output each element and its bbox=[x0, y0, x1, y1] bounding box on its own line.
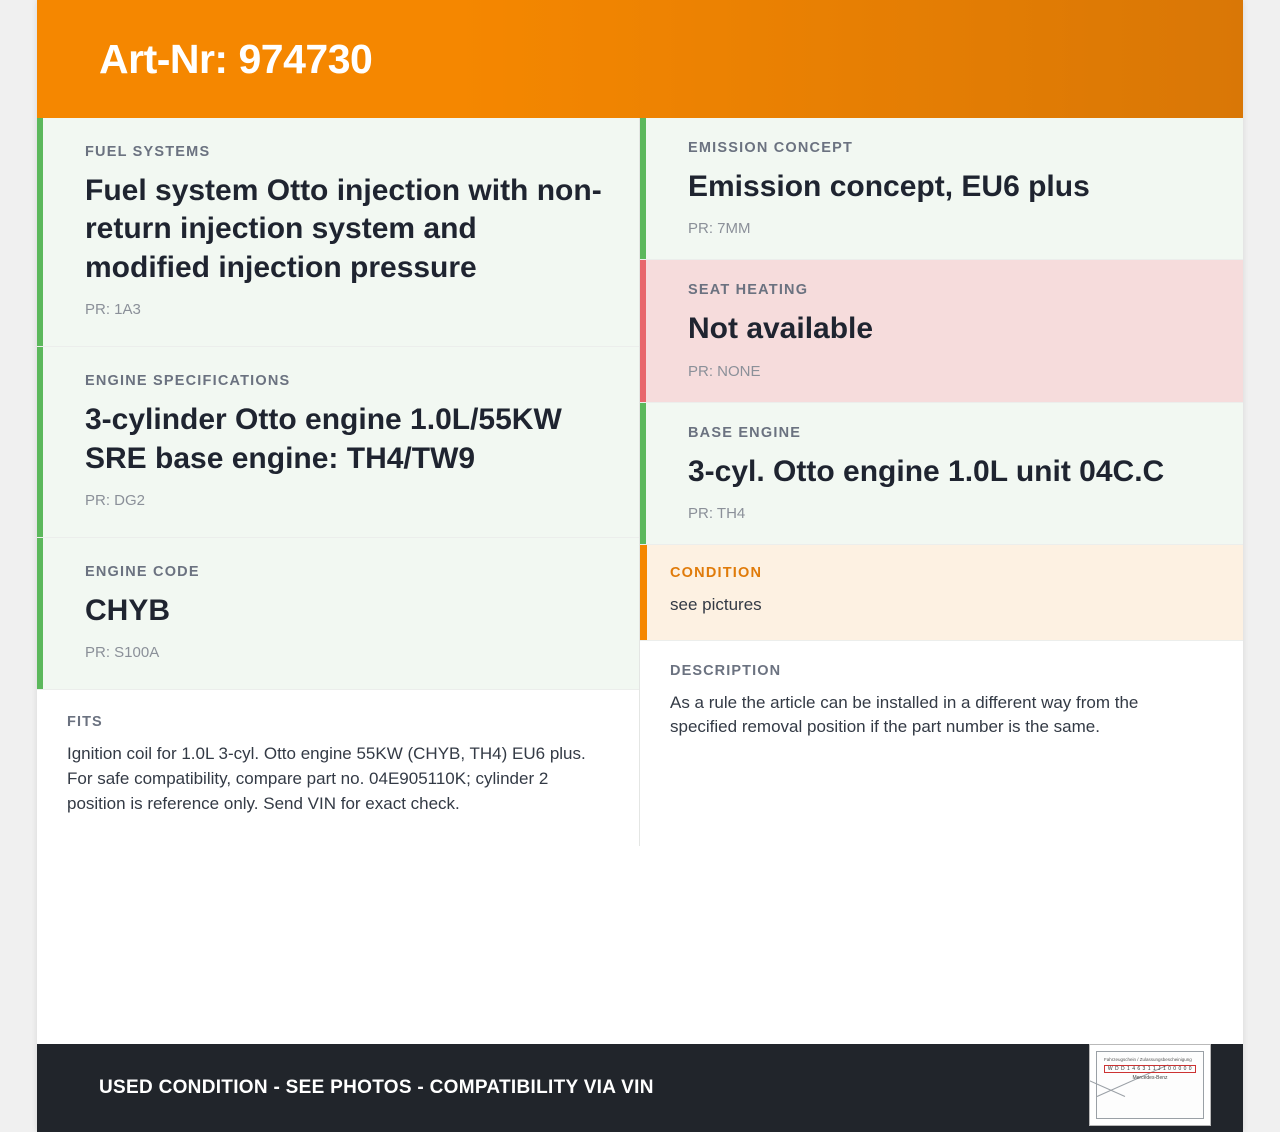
card-engine-code bbox=[37, 538, 639, 690]
status-bar-green bbox=[37, 538, 43, 689]
vehicle-document-thumbnail bbox=[1089, 1044, 1211, 1126]
card-pr-code: PR: NONE bbox=[688, 362, 761, 380]
status-bar-green bbox=[640, 118, 646, 259]
stamp-line-1: Fahrzeugschein / Zulassungsbescheinigung bbox=[1104, 1057, 1192, 1062]
card-pr-code: PR: 1A3 bbox=[85, 301, 141, 319]
card-pr-code: PR: DG2 bbox=[85, 491, 146, 509]
card-fits bbox=[37, 690, 639, 846]
status-bar-green bbox=[37, 118, 43, 346]
fits-text: Ignition coil for 1.0L 3-cyl. Otto engine 55KW (CHYB, TH4) EU6 plus. For safe compatibility, compare part no. 04E905110K; cylinder 2 position is reference only. Send VIN for exact check. bbox=[67, 744, 586, 813]
status-bar-none bbox=[37, 690, 43, 846]
stamp-plate-number: W D D 1 4 6 3 1 1 J 1 0 0 0 0 0 bbox=[1104, 1065, 1196, 1073]
card-label: FITS bbox=[67, 714, 103, 731]
card-fuel-systems bbox=[37, 118, 639, 347]
card-label: FUEL SYSTEMS bbox=[85, 144, 211, 160]
header-banner bbox=[37, 0, 1243, 118]
left-column bbox=[37, 118, 640, 846]
card-seat-heating bbox=[640, 260, 1243, 402]
listing-sheet bbox=[37, 0, 1243, 1132]
card-value: 3-cylinder Otto engine 1.0L/55KW SRE base engine: TH4/TW9 bbox=[85, 403, 562, 475]
card-value: Emission concept, EU6 plus bbox=[688, 170, 1090, 203]
card-value: CHYB bbox=[85, 593, 171, 627]
footer-banner bbox=[37, 1044, 1243, 1132]
card-value: 3-cyl. Otto engine 1.0L unit 04C.C bbox=[688, 454, 1165, 488]
description-text: As a rule the article can be installed in a different way from the specified removal position if the part number is the same. bbox=[670, 692, 1139, 737]
status-bar-none bbox=[640, 641, 646, 768]
status-bar-green bbox=[37, 347, 43, 537]
stamp-brand: Mercedes-Benz bbox=[1132, 1074, 1168, 1081]
status-bar-green bbox=[640, 403, 646, 544]
page-title: Art-Nr: 974730 bbox=[99, 35, 373, 82]
card-pr-code: PR: S100A bbox=[85, 644, 160, 662]
condition-value: see pictures bbox=[670, 595, 762, 615]
status-bar-orange bbox=[640, 545, 647, 640]
card-label: EMISSION CONCEPT bbox=[688, 140, 854, 156]
card-emission-concept bbox=[640, 118, 1243, 260]
card-pr-code: PR: TH4 bbox=[688, 505, 746, 523]
card-description bbox=[640, 641, 1243, 768]
card-label: CONDITION bbox=[670, 565, 763, 582]
card-value: Fuel system Otto injection with non-return injection system and modified injection pressure bbox=[85, 174, 602, 284]
card-engine-specifications bbox=[37, 347, 639, 538]
card-pr-code: PR: 7MM bbox=[688, 220, 751, 238]
card-label: ENGINE SPECIFICATIONS bbox=[85, 373, 291, 390]
right-column bbox=[640, 118, 1243, 768]
card-label: DESCRIPTION bbox=[670, 662, 782, 679]
card-label: SEAT HEATING bbox=[688, 282, 809, 299]
footer-text: USED CONDITION - SEE PHOTOS - COMPATIBILITY VIA VIN bbox=[99, 1077, 654, 1098]
card-base-engine bbox=[640, 403, 1243, 545]
card-label: ENGINE CODE bbox=[85, 563, 200, 580]
card-condition bbox=[640, 545, 1243, 641]
document-text-lines bbox=[1104, 1057, 1196, 1081]
status-bar-red bbox=[640, 260, 646, 401]
content-columns bbox=[37, 118, 1243, 846]
card-label: BASE ENGINE bbox=[688, 424, 802, 441]
card-value: Not available bbox=[688, 312, 874, 346]
